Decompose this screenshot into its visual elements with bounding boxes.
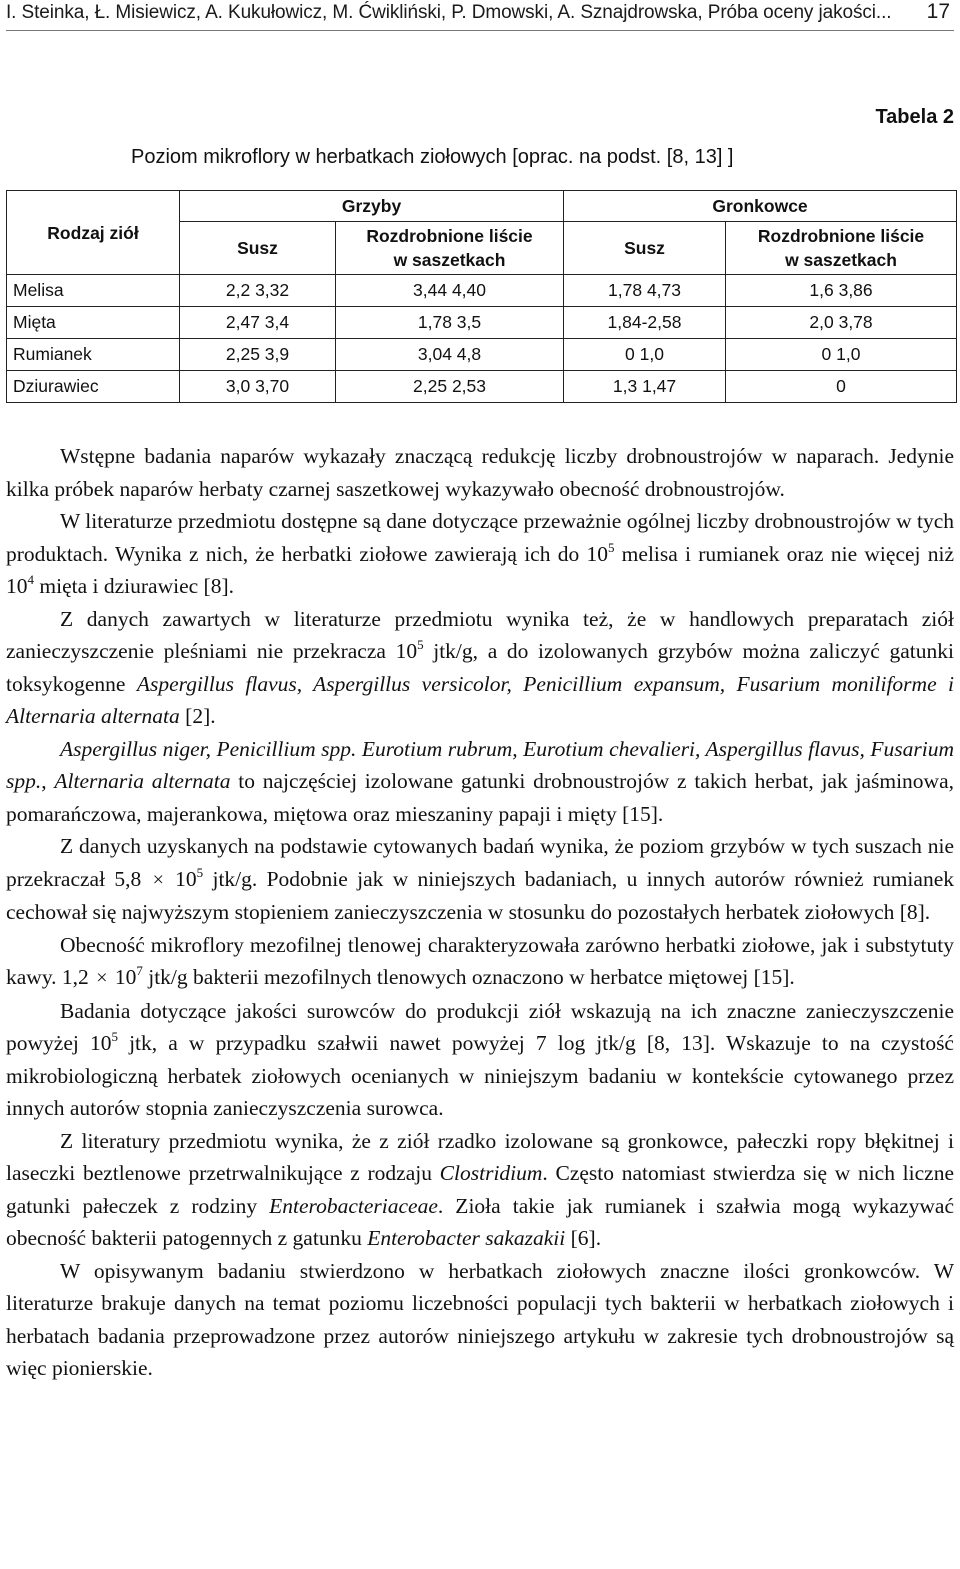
paragraph-text: Badania dotyczące jakości surowców do produkcji ziół wskazują na ich znaczne zanieczyszczenie powyżej 10 (6, 998, 954, 1055)
paragraph (6, 603, 954, 733)
paragraph (6, 1125, 954, 1255)
paragraph-text: . Zioła takie jak rumianek i szałwia mogą wykazywać obecność bakterii patogennych z gatunku (6, 1193, 954, 1250)
cell-value: 1,6 3,86 (726, 275, 957, 307)
paragraph-text: Z literatury przedmiotu wynika, że z ziół rzadko izolowane są gronkowce, pałeczki ropy błękitnej i laseczki beztlenowe przetrwalnikujące z rodzaju (6, 1128, 954, 1185)
microflora-table (6, 190, 957, 403)
exponent: 7 (136, 963, 143, 978)
cell-value: 3,44 4,40 (336, 275, 564, 307)
exponent: 5 (417, 637, 424, 652)
paragraph-text: 10 (109, 965, 137, 989)
species-names: Enterobacter sakazakii (367, 1226, 566, 1250)
table-caption: Poziom mikroflory w herbatkach ziołowych [oprac. na podst. [8, 13] ] (131, 146, 734, 168)
cell-herb-name: Rumianek (7, 339, 180, 371)
cell-value: 0 1,0 (564, 339, 726, 371)
cell-value: 3,04 4,8 (336, 339, 564, 371)
table-row (7, 307, 957, 339)
table-row (7, 275, 957, 307)
cell-value: 1,84-2,58 (564, 307, 726, 339)
paragraph-text: W literaturze przedmiotu dostępne są dane dotyczące przeważnie ogólnej liczby drobnoustrojów w tych produktach. Wynika z nich, że herbatki ziołowe zawierają ich do 10 (6, 509, 954, 566)
paragraph-text: Wstępne badania naparów wykazały znaczącą redukcję liczby drobnoustrojów w naparach. Jedynie kilka próbek naparów herbaty czarnej saszetkowej wykazywało obecność drobnoustrojów. (6, 444, 954, 501)
cell-value: 1,78 4,73 (564, 275, 726, 307)
paragraph (6, 505, 954, 603)
paragraph-text: jtk/g. Podobnie jak w niniejszych badaniach, u innych autorów również rumianek cechował się najwyższym stopieniem zanieczyszczenia w stosunku do pozostałych herbatek ziołowych [8]. (6, 866, 954, 924)
paragraph-text: jtk, a w przypadku szałwii nawet powyżej 7 log jtk/g [8, 13]. Wskazuje to na czystość mikrobiologiczną herbatek ziołowych ocenianych w niniejszym badaniu w kontekście cytowanego przez innych autorów stopnia zanieczyszczenia surowca. (6, 1031, 954, 1120)
paragraph-text: [2]. (179, 704, 216, 728)
species-names: Alternaria alternata (54, 769, 231, 793)
col-header-grzyby-rozdrobnione (336, 222, 564, 275)
paragraph (6, 1255, 954, 1385)
paragraph-text: 10 (165, 866, 197, 891)
cell-value: 1,78 3,5 (336, 307, 564, 339)
paragraph-text: , (41, 769, 55, 793)
paragraph-text: to najczęściej izolowane gatunki drobnoustrojów z takich herbat, jak jaśminowa, pomarańczowa, majerankowa, miętowa oraz mieszaniny papaji i mięty [15]. (6, 769, 954, 826)
exponent: 5 (607, 539, 615, 555)
exponent: 5 (196, 864, 204, 880)
cell-herb-name: Melisa (7, 275, 180, 307)
species-names: Aspergillus niger, Penicillium spp. Eurotium rubrum, Eurotium chevalieri, Aspergillus flavus, Fusarium spp. (6, 736, 954, 793)
running-header-authors: I. Steinka, Ł. Misiewicz, A. Kukułowicz, M. Ćwikliński, P. Dmowski, A. Sznajdrowska, Próba oceny jakości... (6, 2, 892, 23)
col-header-text: w saszetkach (393, 250, 506, 270)
paragraph-text: melisa i rumianek oraz nie więcej niż 10 (6, 541, 955, 598)
cell-value: 0 (726, 371, 957, 403)
table-row (7, 371, 957, 403)
col-header-gronkowce-susz: Susz (564, 222, 726, 275)
paragraph-text: [6]. (565, 1226, 602, 1250)
paragraph-text: Obecność mikroflory mezofilnej tlenowej charakteryzowała zarówno herbatki ziołowe, jak i substytuty kawy. 1,2 (6, 932, 954, 989)
paragraph-text: W opisywanym badaniu stwierdzono w herbatkach ziołowych znaczne ilości gronkowców. W literaturze brakuje danych na temat poziomu liczebności populacji tych bakterii w herbatkach ziołowych i herbatach badania przeprowadzone przez autorów niniejszego artykułu w zakresie tych drobnoustrojów są więc pionierskie. (6, 1258, 954, 1380)
col-header-text: Rozdrobnione liście (757, 226, 925, 246)
col-header-gronkowce-rozdrobnione (726, 222, 957, 275)
paragraph (6, 733, 954, 831)
paragraph-text: jtk/g, a do izolowanych grzybów można zaliczyć gatunki toksykogenne (6, 639, 954, 696)
cell-herb-name: Mięta (7, 307, 180, 339)
col-header-text: Rozdrobnione liście (366, 226, 533, 246)
exponent: 5 (111, 1029, 118, 1044)
running-header (6, 0, 954, 31)
family-name: Enterobacteriaceae (269, 1193, 438, 1218)
cell-value: 0 1,0 (726, 339, 957, 371)
species-names: Aspergillus flavus, Aspergillus versicolor, Penicillium expansum, Fusarium moniliforme i Alternaria alternata (6, 671, 954, 728)
paragraph (6, 929, 954, 995)
page-number: 17 (926, 0, 950, 23)
col-header-grzyby-susz: Susz (180, 222, 336, 275)
cell-value: 2,2 3,32 (180, 275, 336, 307)
col-group-gronkowce: Gronkowce (564, 191, 957, 222)
body-text (6, 440, 954, 1385)
cell-value: 2,0 3,78 (726, 307, 957, 339)
times-sign: × (96, 967, 108, 989)
table-row (7, 339, 957, 371)
col-header-text: w saszetkach (785, 250, 897, 270)
paragraph-text: . Często natomiast stwierdza się w nich liczne gatunki pałeczek z rodziny (6, 1161, 954, 1218)
paragraph-text: Z danych zawartych w literaturze przedmiotu wynika też, że w handlowych preparatach ziół zanieczyszczenie pleśniami nie przekracza 10 (6, 606, 954, 663)
paragraph (6, 440, 954, 505)
exponent: 4 (27, 572, 34, 587)
paragraph-text: Z danych uzyskanych na podstawie cytowanych badań wynika, że poziom grzybów w tych suszach nie przekraczał 5,8 (6, 834, 954, 891)
cell-value: 2,25 3,9 (180, 339, 336, 371)
cell-value: 1,3 1,47 (564, 371, 726, 403)
table-label: Tabela 2 (875, 106, 954, 128)
cell-value: 2,25 2,53 (336, 371, 564, 403)
cell-value: 2,47 3,4 (180, 307, 336, 339)
cell-value: 3,0 3,70 (180, 371, 336, 403)
genus-name: Clostridium (439, 1161, 543, 1185)
paragraph-text: mięta i dziurawiec [8]. (34, 574, 234, 598)
col-header-herb: Rodzaj ziół (7, 191, 180, 275)
paragraph-text: jtk/g bakterii mezofilnych tlenowych oznaczono w herbatce miętowej [15]. (142, 965, 795, 989)
cell-herb-name: Dziurawiec (7, 371, 180, 403)
paragraph (6, 830, 954, 929)
times-sign: × (152, 868, 164, 891)
col-group-grzyby: Grzyby (180, 191, 564, 222)
table-header-row (7, 191, 957, 222)
paragraph (6, 995, 954, 1125)
